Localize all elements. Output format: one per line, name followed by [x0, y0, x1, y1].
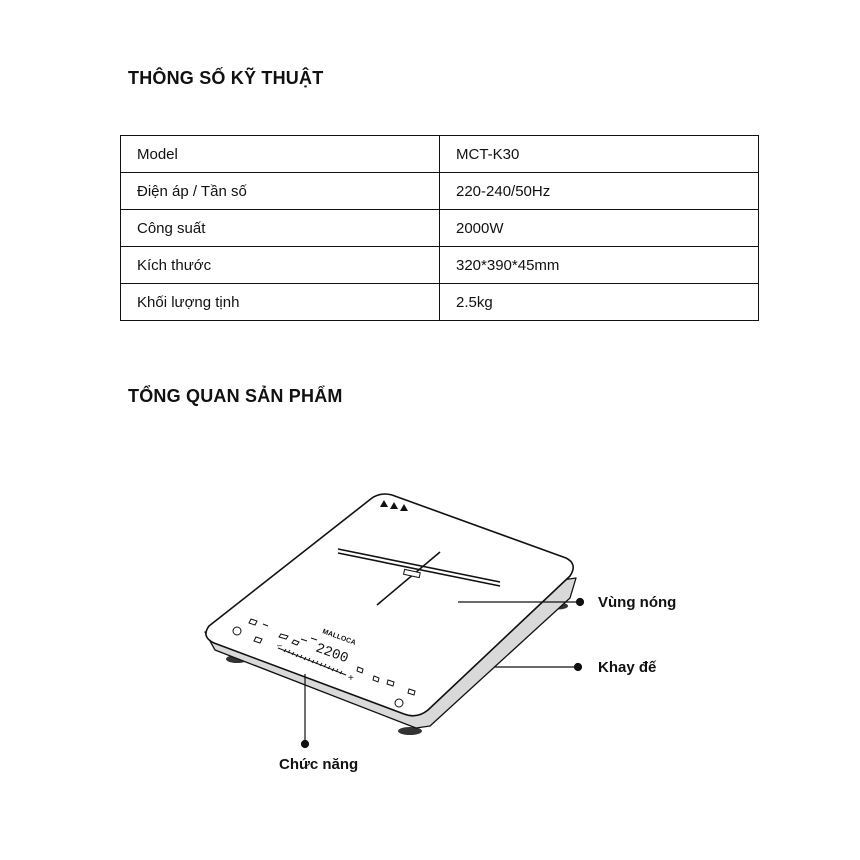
spec-value: 220-240/50Hz — [440, 173, 759, 210]
spec-label: Model — [121, 136, 440, 173]
spec-label: Kích thước — [121, 247, 440, 284]
spec-value: 320*390*45mm — [440, 247, 759, 284]
spec-label: Điện áp / Tần số — [121, 173, 440, 210]
spec-label: Công suất — [121, 210, 440, 247]
spec-value: 2000W — [440, 210, 759, 247]
tray-label: Khay đế — [598, 659, 657, 676]
functions-label: Chức năng — [279, 756, 359, 773]
cooktop-display: 2200 — [313, 640, 351, 668]
slider-minus-sign: – — [277, 640, 283, 650]
spec-label: Khối lượng tịnh — [121, 284, 440, 321]
hot-zone-label: Vùng nóng — [598, 594, 677, 611]
cooktop-brand: MALLOCA — [321, 628, 357, 647]
spec-heading: THÔNG SỐ KỸ THUẬT — [128, 68, 324, 88]
spec-value: 2.5kg — [440, 284, 759, 321]
cooktop-glass-top — [206, 494, 573, 716]
overview-heading: TỔNG QUAN SẢN PHẨM — [128, 386, 343, 406]
spec-value: MCT-K30 — [440, 136, 759, 173]
slider-plus-sign: + — [348, 673, 354, 684]
